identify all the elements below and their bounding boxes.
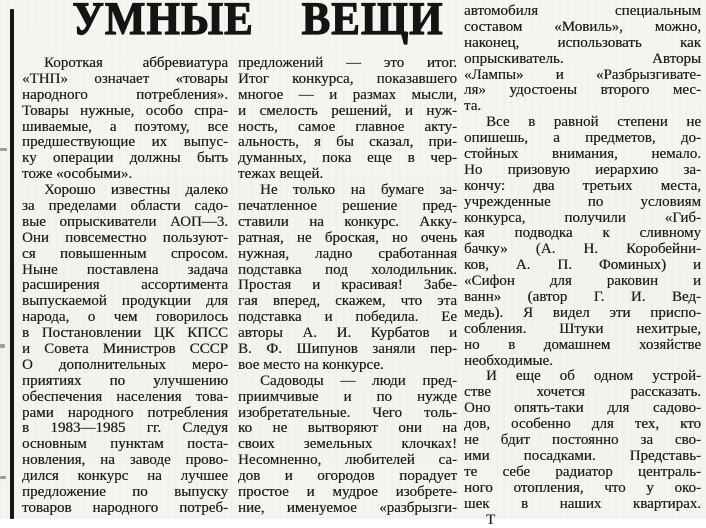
text-line: ко не вытворяют они на xyxy=(238,421,457,437)
text-line: гая вперед, скажем, что эта xyxy=(238,294,457,310)
text-line: стойных внимания, немало. xyxy=(464,147,701,163)
text-line: ков, А. П. Фоминых) и xyxy=(464,258,701,274)
text-line: обеспечения населения това- xyxy=(22,390,228,406)
text-line: основным пунктам поста- xyxy=(22,437,228,453)
text-line: дов, особенно для тех, кто xyxy=(464,417,701,433)
text-line: необходимые. xyxy=(464,354,701,370)
text-line: не бдит постоянно за сво- xyxy=(464,433,701,449)
page-left-rule xyxy=(10,9,14,519)
text-line: собления. Штуки нехитрые, xyxy=(464,322,701,338)
text-line: расширения ассортимента xyxy=(22,278,228,294)
text-line: ставили на конкурс. Акку- xyxy=(238,215,457,231)
text-line: шиваемые, а поэтому, все xyxy=(22,120,228,136)
text-line: В. Ф. Шипунов заняли пер- xyxy=(238,342,457,358)
text-line: конкурса, получили «Гиб- xyxy=(464,211,701,227)
text-line: Хорошо известны далеко xyxy=(22,183,228,199)
text-line: и Совета Министров СССР xyxy=(22,342,228,358)
text-line: «Лампы» и «Разбрызгивате- xyxy=(464,68,701,84)
text-line: простое и мудрое изобрете- xyxy=(238,485,457,501)
text-line: за пределами области садо- xyxy=(22,199,228,215)
text-line: многое — и размах мысли, xyxy=(238,88,457,104)
text-line: в Постановлении ЦК КПСС xyxy=(22,326,228,342)
text-line: «Сифон для раковин и xyxy=(464,274,701,290)
text-line: шек в наших квартирах. xyxy=(464,497,701,513)
text-line: Короткая аббревиатура xyxy=(22,56,228,72)
text-line: Но призовую иерархию за- xyxy=(464,163,701,179)
text-line: авторы А. И. Курбатов и xyxy=(238,326,457,342)
text-line: печатленное решение пред- xyxy=(238,199,457,215)
text-line: кончу: два третьих места, xyxy=(464,179,701,195)
text-line: ние, именуемое «разбрызги- xyxy=(238,501,457,517)
text-line: Т xyxy=(464,513,701,528)
text-line: приятиях по улучшению xyxy=(22,374,228,390)
scan-artifact xyxy=(0,344,5,348)
text-line: медь). Я видел эти приспо- xyxy=(464,306,701,322)
text-line: ного отопления, что у око- xyxy=(464,481,701,497)
text-line: составом «Мовиль», можно, xyxy=(464,20,701,36)
text-line: подставка под холодильник. xyxy=(238,263,457,279)
text-line: ность, самое главное акту- xyxy=(238,120,457,136)
text-line: «ТНП» означает «товары xyxy=(22,72,228,88)
article-title: УМНЫЕ ВЕЩИ xyxy=(48,0,468,47)
text-line: ся повышенным спросом. xyxy=(22,247,228,263)
text-line: но в домашнем хозяйстве xyxy=(464,338,701,354)
text-line: Несомненно, любителей са- xyxy=(238,453,457,469)
text-line: Все в равной степени не xyxy=(464,115,701,131)
text-line: вое место на конкурсе. xyxy=(238,358,457,374)
text-line: думанных, пока еще в чер- xyxy=(238,151,457,167)
text-line: дов и огородов порадует xyxy=(238,469,457,485)
text-line: Не только на бумаге за- xyxy=(238,183,457,199)
text-line: Они повсеместно пользуют- xyxy=(22,231,228,247)
text-line: ратная, не броская, но очень xyxy=(238,231,457,247)
text-line: предложение по выпуску xyxy=(22,485,228,501)
text-line: новления, на заводе прово- xyxy=(22,453,228,469)
text-line: ку операции должны быть xyxy=(22,151,228,167)
text-line: в 1983—1985 гг. Следуя xyxy=(22,421,228,437)
text-line: альность, я бы сказал, при- xyxy=(238,135,457,151)
text-line: изобретательные. Чего толь- xyxy=(238,406,457,422)
text-line: опрыскиватель. Авторы xyxy=(464,52,701,68)
text-line: рами народного потребления xyxy=(22,406,228,422)
article-column-2 xyxy=(238,56,457,519)
text-line: Садоводы — люди пред- xyxy=(238,374,457,390)
text-line: тоже «особыми». xyxy=(22,167,228,183)
text-line: выпускаемой продукции для xyxy=(22,294,228,310)
text-line: предшествующие их выпус- xyxy=(22,135,228,151)
text-line: опишешь, а предметов, до- xyxy=(464,131,701,147)
text-line: О дополнительных меро- xyxy=(22,358,228,374)
text-line: Итог конкурса, показавшего xyxy=(238,72,457,88)
text-line: Простая и красивая! Забе- xyxy=(238,278,457,294)
text-line: приимчивые и по нужде xyxy=(238,390,457,406)
text-line: ими посадками. Представь- xyxy=(464,449,701,465)
text-line: дился конкурс на лучшее xyxy=(22,469,228,485)
text-line: автомобиля специальным xyxy=(464,4,701,20)
text-line: Ныне поставлена задача xyxy=(22,263,228,279)
text-line: народа, о чем говорилось xyxy=(22,310,228,326)
article-column-1 xyxy=(22,56,228,519)
scan-artifact xyxy=(0,148,7,151)
text-line: И еще об одном устрой- xyxy=(464,369,701,385)
text-line: бачку» (А. Н. Коробейни- xyxy=(464,242,701,258)
text-line: учрежденные по условиям xyxy=(464,195,701,211)
text-line: та. xyxy=(464,99,701,115)
article-column-3 xyxy=(464,4,701,519)
text-line: предложений — это итог. xyxy=(238,56,457,72)
text-line: подставка и победила. Ее xyxy=(238,310,457,326)
text-line: стве хочется рассказать. xyxy=(464,385,701,401)
text-line: те себе радиатор централь- xyxy=(464,465,701,481)
text-line: и смелость решений, и нуж- xyxy=(238,104,457,120)
text-line: наконец, использовать как xyxy=(464,36,701,52)
text-line: Товары нужные, особо спра- xyxy=(22,104,228,120)
text-line: тежах вещей. xyxy=(238,167,457,183)
text-line: кая подводка к сливному xyxy=(464,226,701,242)
text-line: ля» удостоены второго мес- xyxy=(464,83,701,99)
scan-artifact xyxy=(0,476,6,479)
text-line: народного потребления». xyxy=(22,88,228,104)
text-line: ванн» (автор Г. И. Вед- xyxy=(464,290,701,306)
text-line: Оно опять-таки для садово- xyxy=(464,401,701,417)
text-line: своих земельных клочках! xyxy=(238,437,457,453)
text-line: товаров народного потреб- xyxy=(22,501,228,517)
text-line: вые опрыскиватели АОП—3. xyxy=(22,215,228,231)
text-line: нужная, ладно сработанная xyxy=(238,247,457,263)
